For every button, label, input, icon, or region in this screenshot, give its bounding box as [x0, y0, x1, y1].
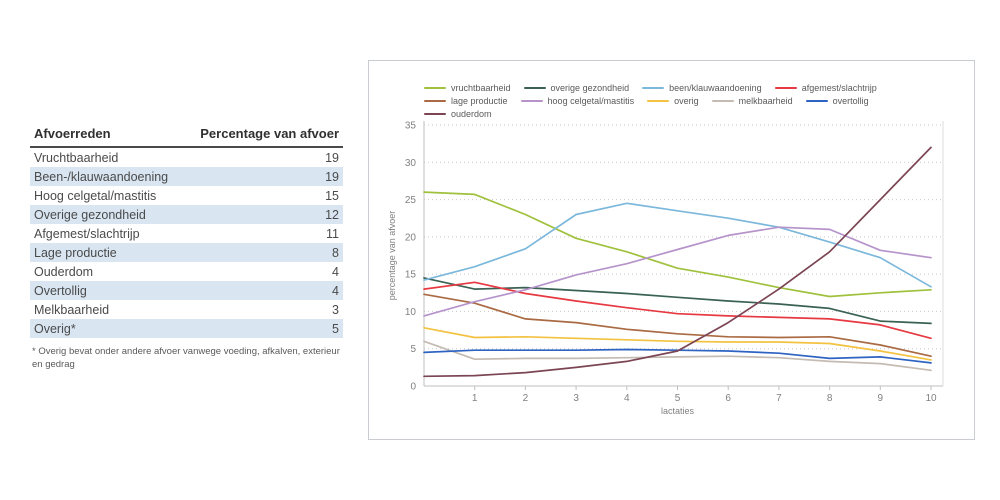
row-value: 12 — [325, 207, 339, 222]
x-tick-label-5: 5 — [674, 393, 681, 404]
row-reason: Ouderdom — [34, 264, 94, 279]
row-value: 8 — [332, 245, 339, 260]
legend-label: melkbaarheid — [738, 96, 793, 106]
legend-label: been/klauwaandoening — [669, 83, 762, 93]
y-tick-label-25: 25 — [404, 195, 416, 207]
y-axis-title: percentage van afvoer — [387, 210, 397, 301]
legend-label: ouderdom — [451, 109, 492, 119]
series-line-hoog-celgetal-mastitis — [424, 227, 931, 316]
row-reason: Been-/klauwaandoening — [34, 169, 169, 184]
series-line-overige-gezondheid — [424, 278, 931, 324]
row-reason: Vruchtbaarheid — [34, 150, 119, 165]
row-value: 11 — [326, 226, 339, 241]
y-tick-label-5: 5 — [410, 344, 416, 356]
row-value: 15 — [325, 188, 339, 203]
row-reason: Hoog celgetal/mastitis — [34, 188, 157, 203]
y-tick-label-0: 0 — [410, 381, 416, 393]
y-tick-label-20: 20 — [404, 232, 416, 244]
col-header-percentage: Percentage van afvoer — [200, 126, 339, 141]
row-reason: Afgemest/slachtrijp — [34, 226, 140, 241]
afvoer-table — [30, 126, 343, 372]
y-tick-label-15: 15 — [404, 269, 416, 281]
row-value: 4 — [332, 264, 339, 279]
row-reason: Overig* — [34, 321, 76, 336]
y-tick-label-10: 10 — [404, 306, 416, 318]
legend-label: hoog celgetal/mastitis — [547, 96, 635, 106]
legend-label: vruchtbaarheid — [451, 83, 511, 93]
line-chart — [369, 61, 976, 441]
x-tick-label-7: 7 — [776, 393, 782, 404]
x-tick-label-2: 2 — [522, 393, 529, 404]
row-value: 19 — [325, 150, 339, 165]
x-tick-label-4: 4 — [624, 393, 630, 404]
table-row — [30, 186, 343, 205]
row-reason: Lage productie — [34, 245, 117, 260]
row-value: 5 — [332, 321, 339, 336]
row-value: 4 — [332, 283, 339, 298]
y-tick-label-35: 35 — [404, 120, 416, 132]
row-reason: Overige gezondheid — [34, 207, 146, 222]
series-line-melkbaarheid — [424, 341, 931, 370]
x-axis-title: lactaties — [660, 406, 695, 416]
series-line-vruchtbaarheid — [424, 192, 931, 296]
table-row — [30, 300, 343, 319]
x-tick-label-10: 10 — [925, 393, 937, 404]
table-header-row — [30, 126, 343, 148]
x-tick-label-6: 6 — [725, 393, 731, 404]
table-footnote: * Overig bevat onder andere afvoer vanwege voeding, afkalven, exterieur en gedrag — [32, 346, 340, 370]
x-tick-label-9: 9 — [877, 393, 884, 404]
table-row — [30, 319, 343, 338]
x-tick-label-8: 8 — [826, 393, 833, 404]
row-reason: Overtollig — [34, 283, 87, 298]
table-row — [30, 262, 343, 281]
chart-card — [368, 60, 975, 440]
x-tick-label-1: 1 — [471, 393, 478, 404]
legend-label: lage productie — [451, 96, 508, 106]
legend-label: overtollig — [832, 96, 869, 106]
x-tick-label-3: 3 — [573, 393, 579, 404]
table-row — [30, 167, 343, 186]
col-header-afvoerreden: Afvoerreden — [34, 126, 111, 141]
table-row — [30, 281, 343, 300]
legend-label: overig — [674, 96, 699, 106]
table-body — [30, 148, 343, 338]
table-row — [30, 224, 343, 243]
table-row — [30, 243, 343, 262]
legend-label: overige gezondheid — [550, 83, 630, 93]
series-line-overig — [424, 328, 931, 360]
table-row — [30, 205, 343, 224]
legend-label: afgemest/slachtrijp — [801, 83, 877, 93]
row-value: 3 — [332, 302, 339, 317]
row-value: 19 — [325, 169, 339, 184]
table-row — [30, 148, 343, 167]
row-reason: Melkbaarheid — [34, 302, 110, 317]
y-tick-label-30: 30 — [404, 157, 416, 169]
